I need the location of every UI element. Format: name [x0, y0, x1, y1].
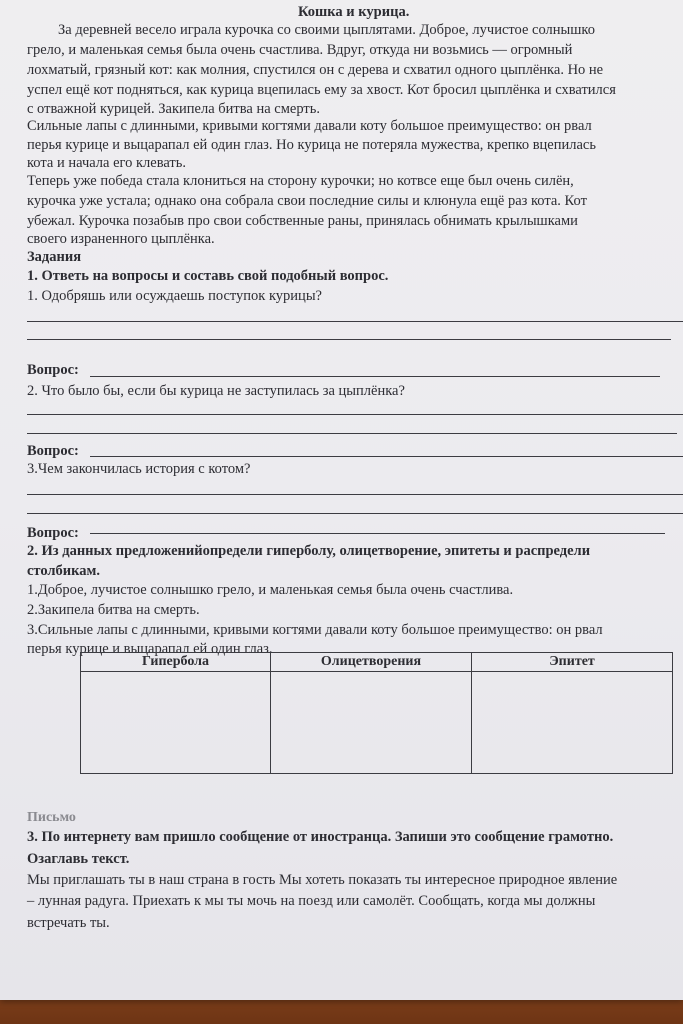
column-header-epithet: Эпитет	[472, 653, 673, 672]
question-line	[90, 376, 660, 377]
story-line: Теперь уже победа стала клониться на сторону курочки; но котвсе еще был очень силён,	[27, 173, 574, 189]
task3-text: – лунная радуга. Приехать к мы ты мочь на поезд или самолёт. Сообщать, когда мы должны	[27, 893, 596, 909]
task3-heading-cont: Озаглавь текст.	[27, 851, 130, 867]
task2-sentence-3-cont: перья курице и выцарапал ей один глаз.	[27, 641, 273, 657]
task1-heading: 1. Ответь на вопросы и составь свой подобный вопрос.	[27, 268, 389, 284]
task2-sentence-2: 2.Закипела битва на смерть.	[27, 602, 200, 618]
story-line: курочка уже устала; однако она собрала свои последние силы и клюнула ещё раз кота. Кот	[27, 193, 587, 209]
task3-text: встречать ты.	[27, 915, 110, 931]
story-line: лохматый, грязный кот: как молния, спустился он с дерева и схватил одного цыплёнка. Но не	[27, 62, 604, 78]
task3-heading: 3. По интернету вам пришло сообщение от иностранца. Запиши это сообщение грамотно.	[27, 829, 614, 845]
answer-line	[27, 414, 683, 415]
column-header-personification: Олицетворения	[271, 653, 472, 672]
story-line: кота и начала его клевать.	[27, 155, 186, 171]
task1-question-1: 1. Одобряшь или осуждаешь поступок курицы?	[27, 288, 322, 304]
story-line: грело, и маленькая семья была очень счастлива. Вдруг, откуда ни возьмись — огромный	[27, 42, 573, 58]
answer-cell-hyperbole[interactable]	[81, 672, 271, 774]
story-line: Сильные лапы с длинными, кривыми когтями давали коту большое преимущество: он рвал	[27, 118, 592, 134]
answer-cell-personification[interactable]	[271, 672, 472, 774]
task2-sentence-1: 1.Доброе, лучистое солнышко грело, и маленькая семья была очень счастлива.	[27, 582, 514, 598]
answer-cell-epithet[interactable]	[472, 672, 673, 774]
answer-line	[27, 339, 671, 340]
classification-table	[80, 652, 673, 774]
page-title: Кошка и курица.	[298, 4, 410, 20]
task2-heading-cont: столбикам.	[27, 563, 101, 579]
story-line: убежал. Курочка позабыв про свои собственные раны, принялась обнимать крылышками	[27, 213, 578, 229]
answer-line	[27, 321, 683, 322]
question-label: Вопрос:	[27, 362, 79, 378]
tasks-heading: Задания	[27, 249, 82, 265]
answer-line	[27, 513, 683, 514]
question-line	[90, 456, 683, 457]
story-line: За деревней весело играла курочка со своими цыплятами. Доброе, лучистое солнышко	[58, 22, 595, 38]
task1-question-2: 2. Что было бы, если бы курица не заступилась за цыплёнка?	[27, 383, 405, 399]
answer-line	[27, 433, 677, 434]
task2-sentence-3: 3.Сильные лапы с длинными, кривыми когтями давали коту большое преимущество: он рвал	[27, 622, 603, 638]
column-header-hyperbole: Гипербола	[81, 653, 271, 672]
letter-label: Письмо	[27, 810, 76, 825]
task2-heading: 2. Из данных предложенийопредели гиперболу, олицетворение, эпитеты и распредели	[27, 543, 591, 559]
question-label: Вопрос:	[27, 525, 79, 541]
question-line	[90, 533, 665, 534]
story-line: успел ещё кот подняться, как курица вцепилась ему за хвост. Кот бросил цыплёнка и схватился	[27, 82, 616, 98]
answer-line	[27, 494, 683, 495]
story-line: с отважной курицей. Закипела битва на смерть.	[27, 101, 320, 117]
question-label: Вопрос:	[27, 443, 79, 459]
task3-text: Мы приглашать ты в наш страна в гость Мы хотеть показать ты интересное природное явление	[27, 872, 618, 888]
story-line: перья курице и выцарапал ей один глаз. Но курица не потеряла мужества, крепко вцепилась	[27, 137, 596, 153]
story-line: своего израненного цыплёнка.	[27, 231, 215, 247]
task1-question-3: 3.Чем закончилась история с котом?	[27, 461, 251, 477]
